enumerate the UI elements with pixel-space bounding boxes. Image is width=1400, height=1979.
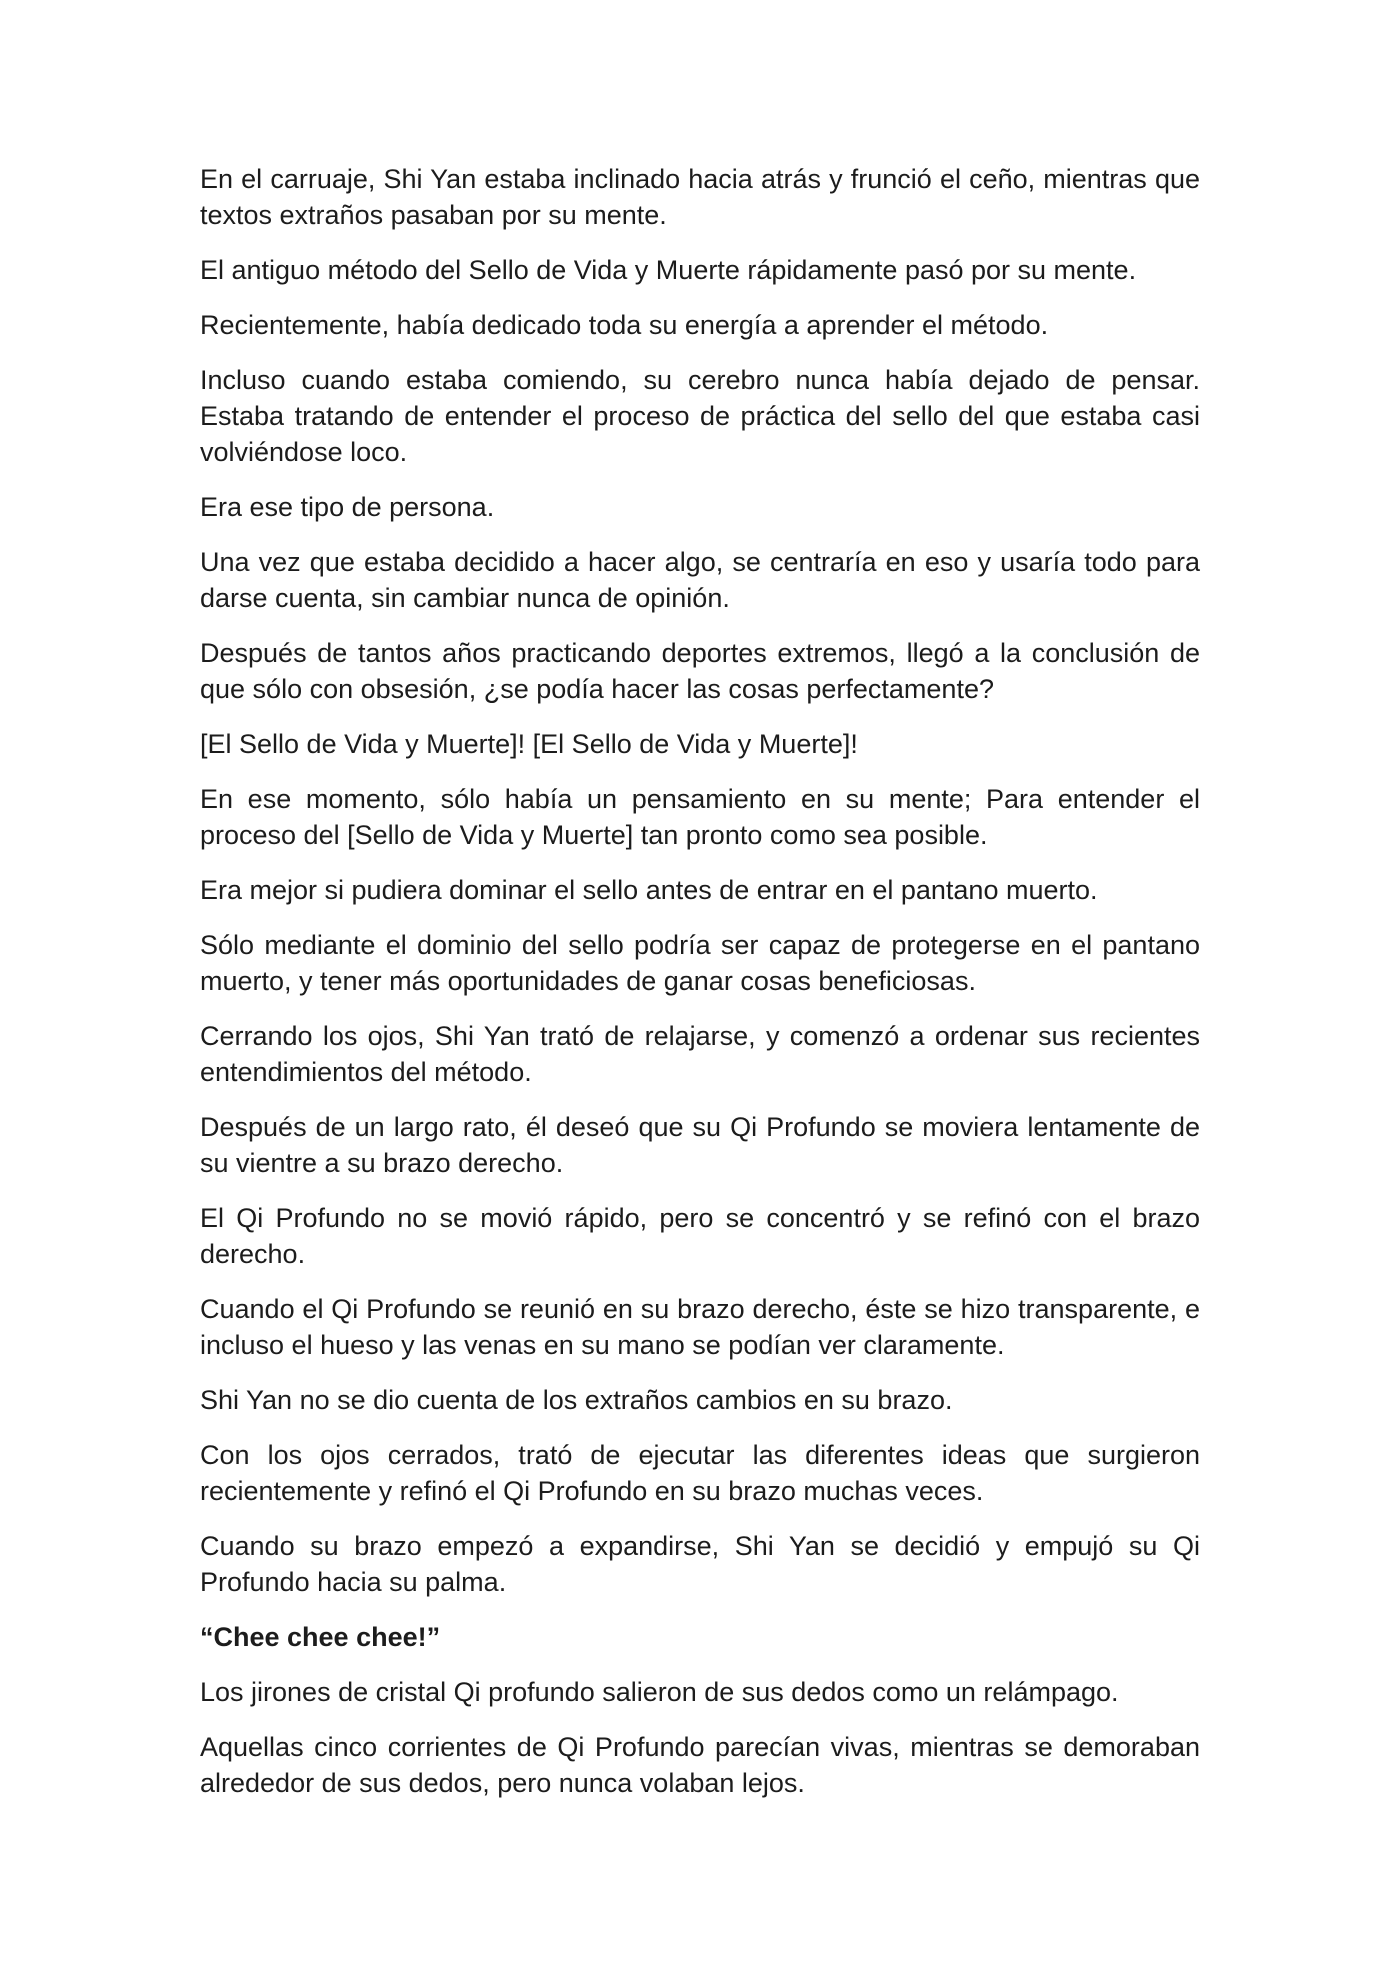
paragraph: Aquellas cinco corrientes de Qi Profundo parecían vivas, mientras se demoraban alrededor de sus dedos, pero nunca volaban lejos. xyxy=(200,1732,1200,1798)
paragraph: Cuando su brazo empezó a expandirse, Shi Yan se decidió y empujó su Qi Profundo hacia su palma. xyxy=(200,1531,1200,1597)
paragraph: Con los ojos cerrados, trató de ejecutar las diferentes ideas que surgieron recientemente y refinó el Qi Profundo en su brazo muchas veces. xyxy=(200,1440,1200,1506)
paragraph: Después de un largo rato, él deseó que su Qi Profundo se moviera lentamente de su vientre a su brazo derecho. xyxy=(200,1112,1200,1178)
paragraph: Shi Yan no se dio cuenta de los extraños cambios en su brazo. xyxy=(200,1385,953,1415)
paragraph: Cuando el Qi Profundo se reunió en su brazo derecho, éste se hizo transparente, e incluso el hueso y las venas en su mano se podían ver claramente. xyxy=(200,1294,1200,1360)
paragraph: Sólo mediante el dominio del sello podría ser capaz de protegerse en el pantano muerto, y tener más oportunidades de ganar cosas beneficiosas. xyxy=(200,930,1200,996)
paragraph: En el carruaje, Shi Yan estaba inclinado hacia atrás y frunció el ceño, mientras que textos extraños pasaban por su mente. xyxy=(200,164,1200,230)
paragraph: Después de tantos años practicando deportes extremos, llegó a la conclusión de que sólo con obsesión, ¿se podía hacer las cosas perfectamente? xyxy=(200,638,1200,704)
paragraph: Cerrando los ojos, Shi Yan trató de relajarse, y comenzó a ordenar sus recientes entendimientos del método. xyxy=(200,1021,1200,1087)
dialogue-line: “Chee chee chee!” xyxy=(200,1622,441,1652)
paragraph: Recientemente, había dedicado toda su energía a aprender el método. xyxy=(200,310,1049,340)
document-body xyxy=(200,161,1200,1820)
paragraph: Era ese tipo de persona. xyxy=(200,492,495,522)
paragraph: Incluso cuando estaba comiendo, su cerebro nunca había dejado de pensar. Estaba tratando de entender el proceso de práctica del sello del que estaba casi volviéndose loco. xyxy=(200,365,1200,467)
paragraph: Era mejor si pudiera dominar el sello antes de entrar en el pantano muerto. xyxy=(200,875,1098,905)
paragraph: Los jirones de cristal Qi profundo salieron de sus dedos como un relámpago. xyxy=(200,1677,1119,1707)
paragraph: El antiguo método del Sello de Vida y Muerte rápidamente pasó por su mente. xyxy=(200,255,1137,285)
paragraph: [El Sello de Vida y Muerte]! [El Sello de Vida y Muerte]! xyxy=(200,729,858,759)
paragraph: Una vez que estaba decidido a hacer algo, se centraría en eso y usaría todo para darse cuenta, sin cambiar nunca de opinión. xyxy=(200,547,1200,613)
paragraph: El Qi Profundo no se movió rápido, pero se concentró y se refinó con el brazo derecho. xyxy=(200,1203,1200,1269)
paragraph: En ese momento, sólo había un pensamiento en su mente; Para entender el proceso del [Sello de Vida y Muerte] tan pronto como sea posible. xyxy=(200,784,1200,850)
